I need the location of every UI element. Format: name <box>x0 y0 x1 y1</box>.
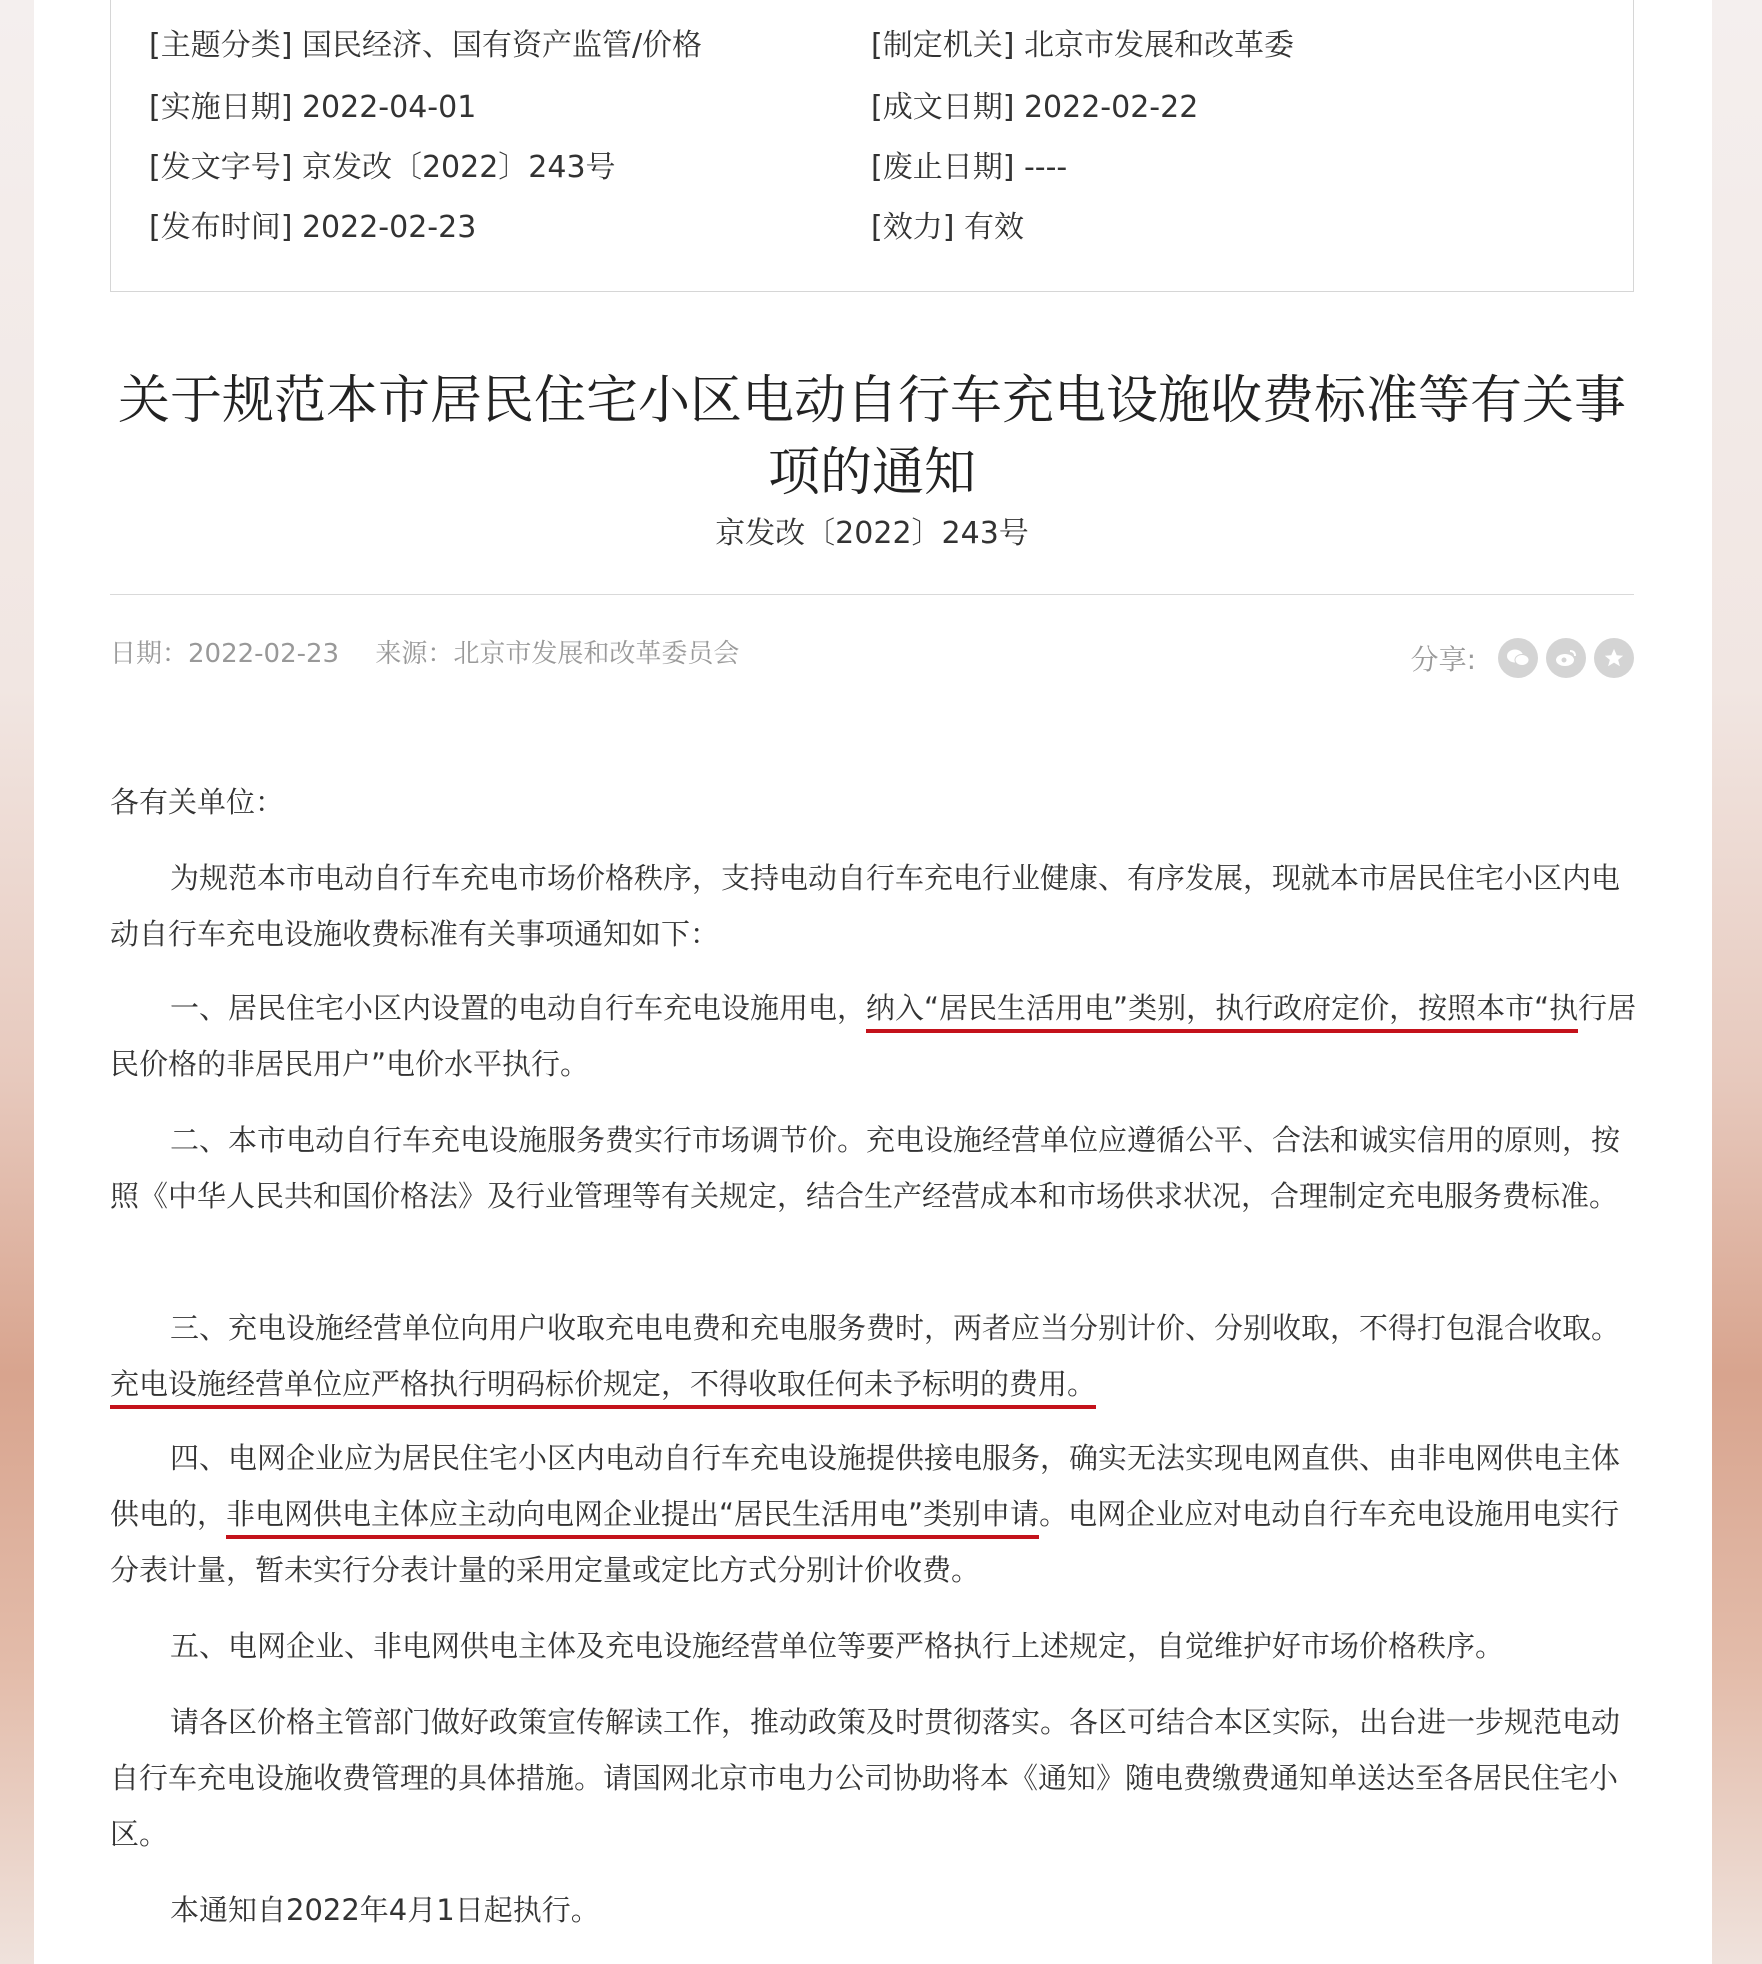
paragraph-2: 二、本市电动自行车充电设施服务费实行市场调节价。充电设施经营单位应遵循公平、合法和诚实信用的原则，按照《中华人民共和国价格法》及行业管理等有关规定，结合生产经营成本和市场供求状况，合理制定充电服务费标准。 <box>110 1123 1621 1213</box>
meta-topic: [主题分类] 国民经济、国有资产监管/价格 <box>149 28 703 63</box>
greeting: 各有关单位： <box>110 785 285 819</box>
paragraph-7: 本通知自2022年4月1日起执行。 <box>170 1893 600 1927</box>
publish-date: 日期：2022-02-23 <box>110 639 340 669</box>
article-info <box>110 636 767 672</box>
paragraph-intro: 为规范本市电动自行车充电市场价格秩序，支持电动自行车充电行业健康、有序发展，现就本市居民住宅小区内电动自行车充电设施收费标准有关事项通知如下： <box>110 861 1621 951</box>
meta-validity: [效力] 有效 <box>871 210 1024 245</box>
divider <box>110 594 1634 595</box>
paragraph-3-highlight: 充电设施经营单位应严格执行明码标价规定，不得收取任何未予标明的费用。 <box>110 1367 1096 1409</box>
meta-repeal-date: [废止日期] ---- <box>871 150 1068 185</box>
share-bar <box>1411 636 1634 680</box>
paragraph-4-text-end: 。电网企业应对电动自行车充电设施用电实行分表计量，暂未实行分表计量的采用定量或定比方式分别计价收费。 <box>110 1497 1620 1587</box>
document-number: 京发改〔2022〕243号 <box>715 516 1029 551</box>
paragraph-1-text: 一、居民住宅小区内设置的电动自行车充电设施用电， <box>170 991 867 1025</box>
source: 来源：北京市发展和改革委员会 <box>375 639 740 669</box>
wechat-icon[interactable] <box>1498 638 1538 678</box>
paragraph-6: 请各区价格主管部门做好政策宣传解读工作，推动政策及时贯彻落实。各区可结合本区实际，出台进一步规范电动自行车充电设施收费管理的具体措施。请国网北京市电力公司协助将本《通知》随电费缴费通知单送达至各居民住宅小区。 <box>110 1705 1621 1851</box>
paragraph-1-highlight: 纳入“居民生活用电”类别，执行政府定价，按照本市“执 <box>866 991 1578 1033</box>
meta-impl-date: [实施日期] 2022-04-01 <box>149 90 477 125</box>
paragraph-5: 五、电网企业、非电网供电主体及充电设施经营单位等要严格执行上述规定，自觉维护好市场价格秩序。 <box>170 1629 1505 1663</box>
meta-pub-time: [发布时间] 2022-02-23 <box>149 210 477 245</box>
metadata-panel <box>110 0 1634 292</box>
background-left-strip <box>0 0 34 1964</box>
meta-draft-date: [成文日期] 2022-02-22 <box>871 90 1199 125</box>
paragraph-4-highlight: 非电网供电主体应主动向电网企业提出“居民生活用电”类别申请 <box>226 1497 1039 1539</box>
paragraph-4 <box>110 1430 1640 1598</box>
paragraph-1-text-end: 行居民价格的非居民用户”电价水平执行。 <box>110 991 1637 1081</box>
meta-agency: [制定机关] 北京市发展和改革委 <box>871 28 1294 63</box>
share-label: 分享: <box>1410 643 1476 676</box>
page-title: 关于规范本市居民住宅小区电动自行车充电设施收费标准等有关事项的通知 <box>117 370 1626 503</box>
document-page <box>34 0 1712 1964</box>
favorite-icon[interactable] <box>1594 638 1634 678</box>
paragraph-3 <box>110 1300 1640 1412</box>
paragraph-4-text: 四、电网企业应为居民住宅小区内电动自行车充电设施提供接电服务，确实无法实现电网直供、由非电网供电主体供电的， <box>110 1441 1621 1531</box>
meta-doc-no: [发文字号] 京发改〔2022〕243号 <box>149 150 616 185</box>
weibo-icon[interactable] <box>1546 638 1586 678</box>
paragraph-3-text: 三、充电设施经营单位向用户收取充电电费和充电服务费时，两者应当分别计价、分别收取，不得打包混合收取。 <box>170 1311 1621 1345</box>
background-right-strip <box>1712 0 1762 1964</box>
paragraph-1 <box>110 980 1640 1092</box>
